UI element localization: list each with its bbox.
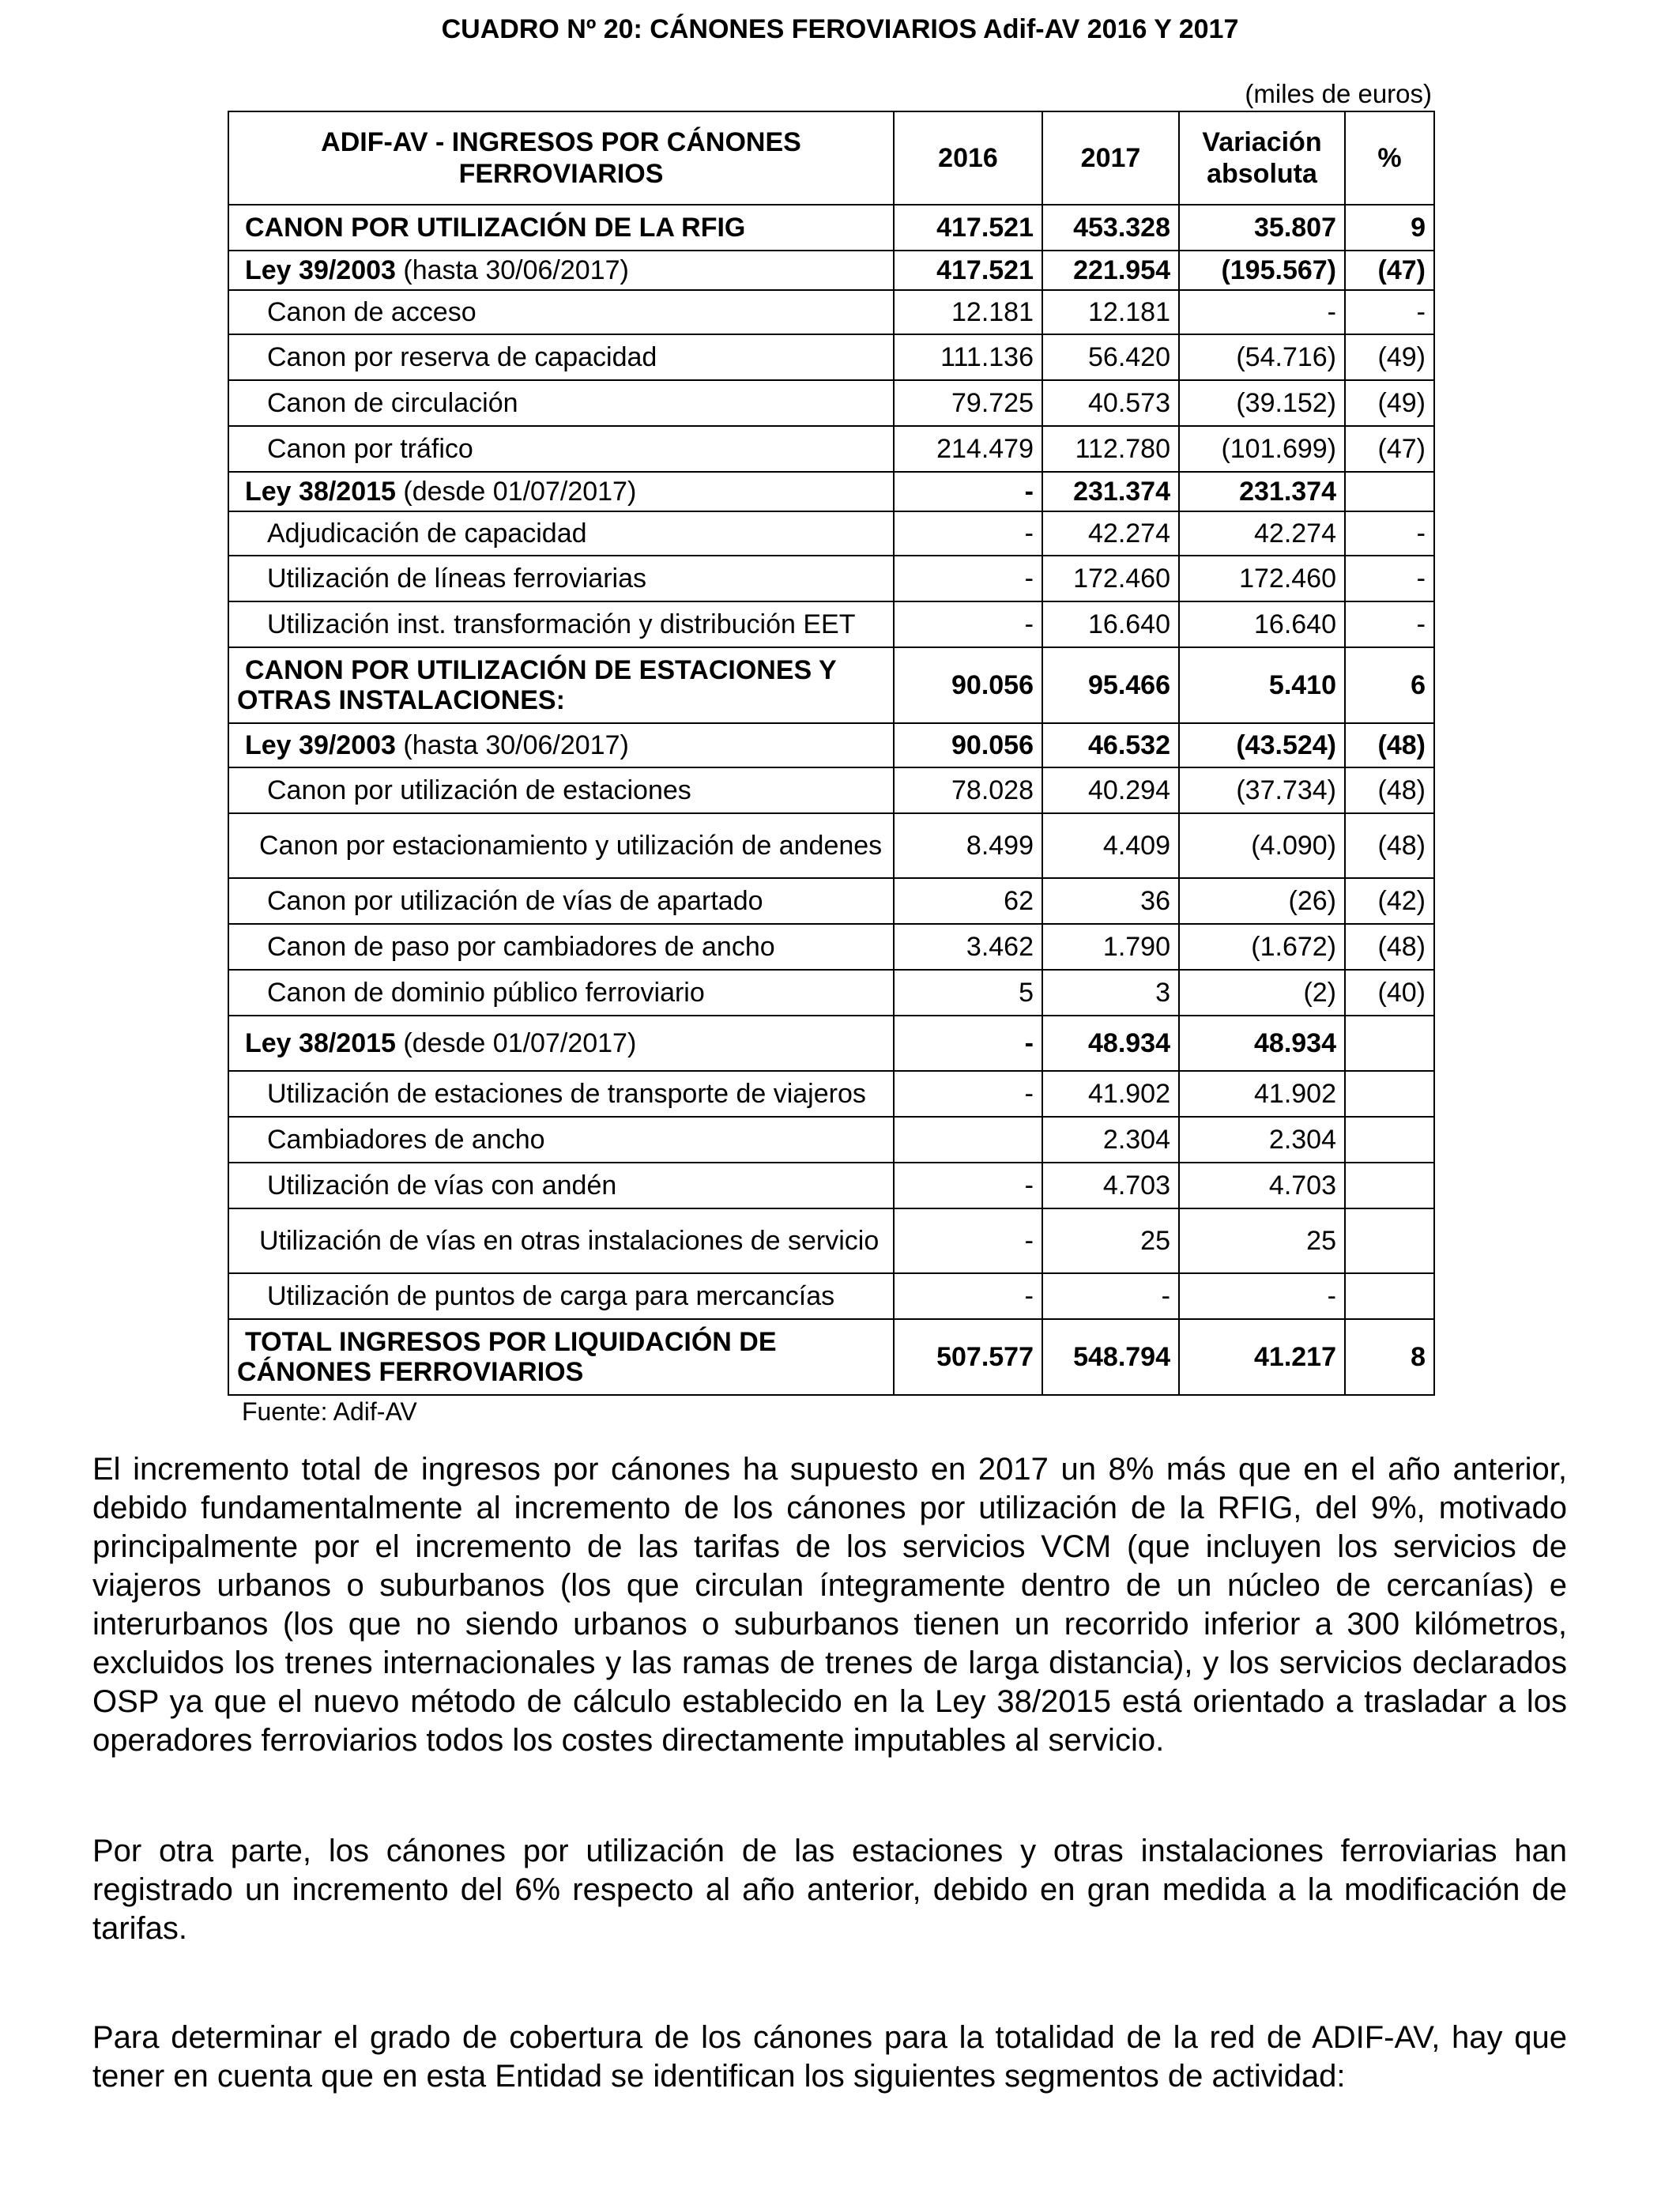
units-note: (miles de euros): [1245, 79, 1432, 108]
value-2017: 42.274: [1042, 511, 1179, 556]
value-2017: 41.902: [1042, 1071, 1179, 1117]
row-label: Cambiadores de ancho: [228, 1117, 894, 1163]
value-variation: 172.460: [1179, 556, 1345, 601]
value-variation: (43.524): [1179, 723, 1345, 767]
row-label: Utilización de estaciones de transporte de viajeros: [228, 1071, 894, 1117]
value-2017: 25: [1042, 1208, 1179, 1273]
row-label: Canon por utilización de estaciones: [228, 767, 894, 813]
value-2016: 90.056: [894, 647, 1042, 723]
table-header-row: [228, 111, 1434, 205]
value-2016: -: [894, 511, 1042, 556]
value-percent: [1345, 1117, 1434, 1163]
law-name: Ley 39/2003: [245, 729, 396, 760]
table-row: [228, 426, 1434, 472]
value-2016: -: [894, 1071, 1042, 1117]
row-label: [228, 723, 894, 767]
row-label: Utilización de líneas ferroviarias: [228, 556, 894, 601]
value-2017: 112.780: [1042, 426, 1179, 472]
value-percent: -: [1345, 290, 1434, 334]
row-label: Utilización inst. transformación y distribución EET: [228, 601, 894, 647]
table-row: [228, 290, 1434, 334]
row-label: Adjudicación de capacidad: [228, 511, 894, 556]
header-label: ADIF-AV - INGRESOS POR CÁNONES FERROVIARIOS: [228, 111, 894, 205]
header-variation: Variación absoluta: [1179, 111, 1345, 205]
table-row: [228, 924, 1434, 970]
table-row: [228, 1117, 1434, 1163]
value-variation: (1.672): [1179, 924, 1345, 970]
value-percent: 9: [1345, 205, 1434, 251]
value-percent: [1345, 472, 1434, 511]
canon-table: [228, 111, 1435, 1396]
row-label: Canon por reserva de capacidad: [228, 334, 894, 380]
value-percent: (48): [1345, 767, 1434, 813]
table-row: [228, 1273, 1434, 1319]
value-percent: (48): [1345, 723, 1434, 767]
value-2016: 507.577: [894, 1319, 1042, 1395]
row-label: [228, 1016, 894, 1071]
value-percent: (42): [1345, 878, 1434, 924]
value-percent: [1345, 1208, 1434, 1273]
value-2016: -: [894, 1208, 1042, 1273]
law-period: (desde 01/07/2017): [395, 476, 637, 507]
paragraph-2: Por otra parte, los cánones por utilización de las estaciones y otras instalaciones ferroviarias han registrado un incremento del 6% respecto al año anterior, debido en gran medida a la modificación de tarifas.: [92, 1834, 1567, 1946]
table-row: [228, 813, 1434, 878]
row-label: [228, 472, 894, 511]
law-period: (hasta 30/06/2017): [395, 254, 629, 285]
row-label: Utilización de vías en otras instalaciones de servicio: [228, 1208, 894, 1273]
value-variation: 35.807: [1179, 205, 1345, 251]
value-percent: -: [1345, 556, 1434, 601]
value-variation: -: [1179, 1273, 1345, 1319]
value-2017: 4.703: [1042, 1163, 1179, 1208]
value-percent: -: [1345, 511, 1434, 556]
row-label: Canon por tráfico: [228, 426, 894, 472]
value-percent: (49): [1345, 334, 1434, 380]
value-2016: 5: [894, 970, 1042, 1016]
value-2016: -: [894, 472, 1042, 511]
value-2016: [894, 1117, 1042, 1163]
table-row: [228, 601, 1434, 647]
value-variation: 25: [1179, 1208, 1345, 1273]
table-row: [228, 1163, 1434, 1208]
value-2016: 417.521: [894, 205, 1042, 251]
table-row: [228, 1016, 1434, 1071]
value-2017: 95.466: [1042, 647, 1179, 723]
row-label: Canon de acceso: [228, 290, 894, 334]
law-name: Ley 38/2015: [245, 1027, 396, 1058]
value-2016: 78.028: [894, 767, 1042, 813]
value-2016: 62: [894, 878, 1042, 924]
value-2016: 214.479: [894, 426, 1042, 472]
header-2017: 2017: [1042, 111, 1179, 205]
value-percent: (40): [1345, 970, 1434, 1016]
value-percent: (49): [1345, 380, 1434, 426]
source-note: Fuente: Adif-AV: [242, 1397, 417, 1426]
value-2017: 453.328: [1042, 205, 1179, 251]
value-2016: 90.056: [894, 723, 1042, 767]
law-name: Ley 38/2015: [245, 476, 396, 507]
row-label: Canon por estacionamiento y utilización de andenes: [228, 813, 894, 878]
value-variation: (39.152): [1179, 380, 1345, 426]
value-variation: (37.734): [1179, 767, 1345, 813]
table-row: [228, 556, 1434, 601]
table-row: [228, 723, 1434, 767]
value-2016: -: [894, 556, 1042, 601]
table-row: [228, 767, 1434, 813]
row-label: CANON POR UTILIZACIÓN DE LA RFIG: [228, 205, 894, 251]
value-percent: [1345, 1163, 1434, 1208]
value-2016: -: [894, 1163, 1042, 1208]
value-variation: (26): [1179, 878, 1345, 924]
value-2016: 12.181: [894, 290, 1042, 334]
value-percent: (48): [1345, 924, 1434, 970]
row-label: Utilización de puntos de carga para mercancías: [228, 1273, 894, 1319]
table-row: [228, 380, 1434, 426]
row-label: [228, 251, 894, 290]
value-2017: 2.304: [1042, 1117, 1179, 1163]
value-variation: 41.217: [1179, 1319, 1345, 1395]
table-row: [228, 251, 1434, 290]
table-row: [228, 1071, 1434, 1117]
value-2017: 4.409: [1042, 813, 1179, 878]
value-2016: -: [894, 1016, 1042, 1071]
row-label: Canon por utilización de vías de apartado: [228, 878, 894, 924]
table-row: [228, 511, 1434, 556]
law-period: (desde 01/07/2017): [395, 1027, 637, 1058]
value-variation: (4.090): [1179, 813, 1345, 878]
value-2017: 36: [1042, 878, 1179, 924]
value-variation: 41.902: [1179, 1071, 1345, 1117]
value-2017: 48.934: [1042, 1016, 1179, 1071]
table-row: [228, 1208, 1434, 1273]
value-2017: 16.640: [1042, 601, 1179, 647]
row-label: Utilización de vías con andén: [228, 1163, 894, 1208]
value-2016: 417.521: [894, 251, 1042, 290]
value-variation: (2): [1179, 970, 1345, 1016]
row-label: TOTAL INGRESOS POR LIQUIDACIÓN DE CÁNONES FERROVIARIOS: [228, 1319, 894, 1395]
law-period: (hasta 30/06/2017): [395, 729, 629, 760]
value-2016: -: [894, 601, 1042, 647]
table-row: [228, 472, 1434, 511]
value-2017: 56.420: [1042, 334, 1179, 380]
value-variation: -: [1179, 290, 1345, 334]
value-percent: (48): [1345, 813, 1434, 878]
value-variation: 2.304: [1179, 1117, 1345, 1163]
row-label: CANON POR UTILIZACIÓN DE ESTACIONES Y OTRAS INSTALACIONES:: [228, 647, 894, 723]
table-row: [228, 205, 1434, 251]
value-2017: 221.954: [1042, 251, 1179, 290]
value-2017: -: [1042, 1273, 1179, 1319]
value-variation: 5.410: [1179, 647, 1345, 723]
value-percent: [1345, 1071, 1434, 1117]
value-2016: -: [894, 1273, 1042, 1319]
value-variation: 16.640: [1179, 601, 1345, 647]
value-variation: 4.703: [1179, 1163, 1345, 1208]
value-2017: 548.794: [1042, 1319, 1179, 1395]
value-2017: 1.790: [1042, 924, 1179, 970]
value-variation: (101.699): [1179, 426, 1345, 472]
value-2017: 231.374: [1042, 472, 1179, 511]
table-row: [228, 334, 1434, 380]
value-2016: 8.499: [894, 813, 1042, 878]
value-2016: 3.462: [894, 924, 1042, 970]
table-row: [228, 878, 1434, 924]
table-row: [228, 970, 1434, 1016]
table-title: CUADRO Nº 20: CÁNONES FEROVIARIOS Adif-AV 2016 Y 2017: [441, 14, 1239, 44]
value-2017: 40.294: [1042, 767, 1179, 813]
value-variation: 231.374: [1179, 472, 1345, 511]
value-2017: 12.181: [1042, 290, 1179, 334]
value-percent: [1345, 1273, 1434, 1319]
value-percent: -: [1345, 601, 1434, 647]
paragraph-1: El incremento total de ingresos por cánones ha supuesto en 2017 un 8% más que en el año anterior, debido fundamentalmente al incremento de los cánones por utilización de la RFIG, del 9%, motivado principalmente por el incremento de las tarifas de los servicios VCM (que incluyen los servicios de viajeros urbanos o suburbanos (los que circulan íntegramente dentro de un núcleo de cercanías) e interurbanos (los que no siendo urbanos o suburbanos tienen un recorrido inferior a 300 kilómetros, excluidos los trenes internacionales y las ramas de trenes de larga distancia), y los servicios declarados OSP ya que el nuevo método de cálculo establecido en la Ley 38/2015 está orientado a trasladar a los operadores ferroviarios todos los costes directamente imputables al servicio.: [92, 1452, 1567, 1758]
value-2017: 3: [1042, 970, 1179, 1016]
value-variation: 42.274: [1179, 511, 1345, 556]
value-percent: 6: [1345, 647, 1434, 723]
value-2017: 46.532: [1042, 723, 1179, 767]
value-2017: 40.573: [1042, 380, 1179, 426]
value-variation: 48.934: [1179, 1016, 1345, 1071]
row-label: Canon de circulación: [228, 380, 894, 426]
value-2017: 172.460: [1042, 556, 1179, 601]
header-percent: %: [1345, 111, 1434, 205]
value-2016: 111.136: [894, 334, 1042, 380]
value-variation: (195.567): [1179, 251, 1345, 290]
value-variation: (54.716): [1179, 334, 1345, 380]
paragraph-3: Para determinar el grado de cobertura de los cánones para la totalidad de la red de ADIF-AV, hay que tener en cuenta que en esta Entidad se identifican los siguientes segmentos de actividad:: [92, 2020, 1567, 2094]
value-percent: (47): [1345, 251, 1434, 290]
value-percent: 8: [1345, 1319, 1434, 1395]
header-2016: 2016: [894, 111, 1042, 205]
value-2016: 79.725: [894, 380, 1042, 426]
law-name: Ley 39/2003: [245, 254, 396, 285]
table-row: [228, 1319, 1434, 1395]
table-row: [228, 647, 1434, 723]
value-percent: (47): [1345, 426, 1434, 472]
value-percent: [1345, 1016, 1434, 1071]
row-label: Canon de dominio público ferroviario: [228, 970, 894, 1016]
row-label: Canon de paso por cambiadores de ancho: [228, 924, 894, 970]
